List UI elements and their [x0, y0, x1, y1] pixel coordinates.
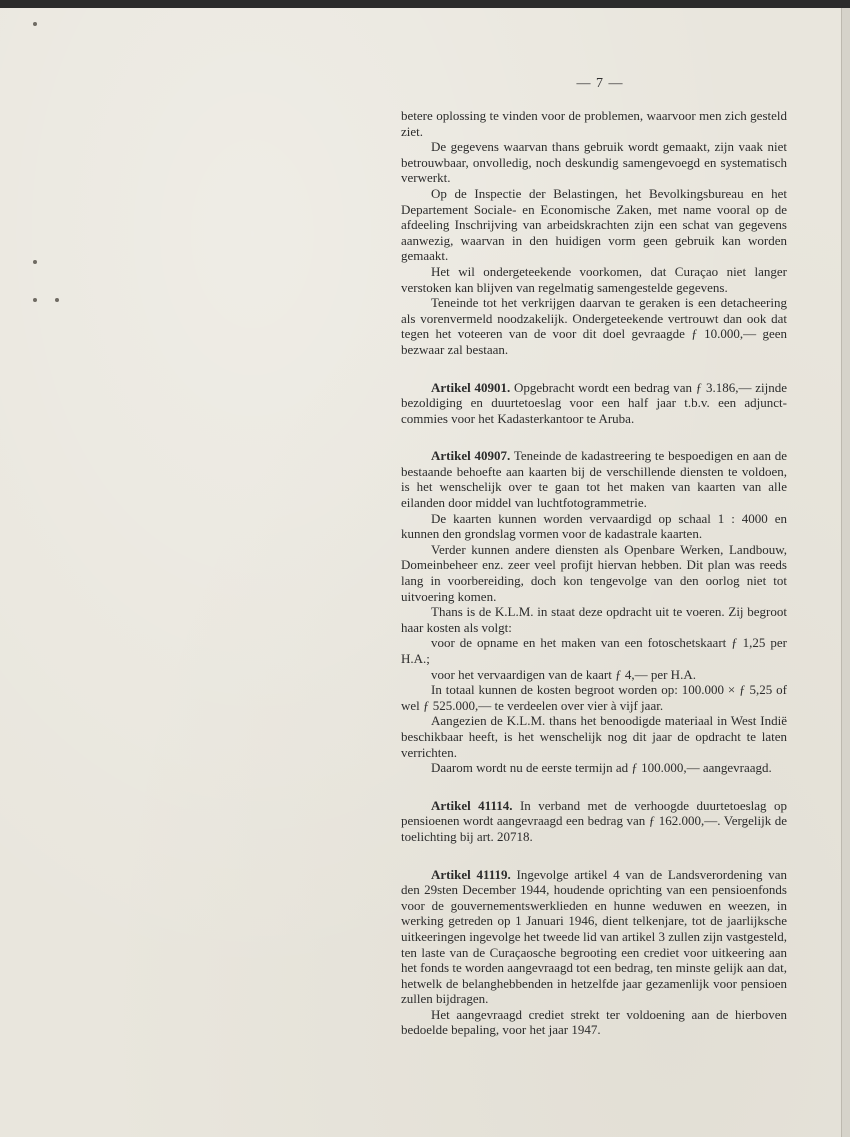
article-paragraph: Daarom wordt nu de eerste termijn ad ƒ 100.000,— aangevraagd. — [431, 760, 772, 776]
intro-paragraph: Op de Inspectie der Belastingen, het Bevolkingsbureau en het Departement Sociale- en Economische Zaken, met name vooral op de afdeeling Inschrijving van arbeidskrachten zijn een schat van gegevens aanwezig, waarvan in den huidigen vorm geen gebruik kan worden gemaakt. — [401, 185, 787, 264]
body-text — [401, 108, 787, 1038]
article-paragraph: In totaal kunnen de kosten begroot worden op: 100.000 × ƒ 5,25 of wel ƒ 525.000,— te verdeelen over vier à vijf jaar. — [401, 682, 787, 713]
article-text: Opgebracht wordt een bedrag van ƒ 3.186,— zijnde bezoldiging en duurtetoeslag voor een half jaar t.b.v. een adjunct-commies voor het Kadasterkantoor te Aruba. — [401, 379, 787, 426]
article-paragraph: Aangezien de K.L.M. thans het benoodigde materiaal in West Indië beschikbaar heeft, is het wenschelijk nog dit jaar de opdracht te laten verrichten. — [401, 713, 787, 760]
page-number: — 7 — — [576, 76, 624, 91]
punch-hole-mark — [33, 260, 37, 264]
article-40901 — [401, 380, 787, 427]
intro-paragraph: betere oplossing te vinden voor de problemen, waarvoor men zich gesteld ziet. — [401, 108, 787, 139]
article-text: Ingevolge artikel 4 van de Landsverordening van den 29sten December 1944, houdende oprichting van een pensioenfonds voor de gouvernementswerklieden en hunne weduwen en weezen, in werking getreden op 1 Januari 1946, dient telkenjare, tot de jaarlijksche uitkeeringen ingevolge het tweede lid van artikel 3 zullen zijn vastgesteld, ten laste van de Curaçaosche begrooting een crediet voor uitkeering aan het fonds te worden aangevraagd tot een bedrag, ten minste gelijk aan dat, hetwelk de belanghebbenden in hetzelfde jaar gezamenlijk voor pensioen zullen bijdragen. — [401, 866, 788, 1007]
article-41119 — [401, 867, 787, 1007]
article-40907 — [401, 448, 787, 510]
article-paragraph: Verder kunnen andere diensten als Openbare Werken, Landbouw, Domeinbeheer enz. zeer veel profijt hiervan hebben. Dit plan was reeds lang in voorbereiding, doch kon tengevolge van den oorlog niet tot uitvoering komen. — [401, 541, 787, 604]
article-paragraph: De kaarten kunnen worden vervaardigd op schaal 1 : 4000 en kunnen den grondslag vormen voor de kadastrale kaarten. — [401, 510, 787, 542]
intro-paragraph: Het wil ondergeteekende voorkomen, dat Curaçao niet langer verstoken kan blijven van regelmatig samengestelde gegevens. — [401, 263, 787, 295]
intro-paragraph: Teneinde tot het verkrijgen daarvan te geraken is een detacheering als vorenvermeld noodzakelijk. Ondergeteekende vertrouwt dan ook dat tegen het voteeren van de voor dit doel gevraagde ƒ 10.000,— geen bezwaar zal bestaan. — [401, 295, 787, 357]
article-text: Teneinde de kadastreering te bespoedigen en aan de bestaande behoefte aan kaarten bij de verschillende diensten te voldoen, is het wenschelijk over te gaan tot het maken van kaarten van alle eilanden door middel van luchtfotogrammetrie. — [401, 448, 787, 511]
article-label: Artikel 40901. — [431, 379, 511, 395]
article-41114 — [401, 798, 787, 845]
article-paragraph: voor de opname en het maken van een fotoschetskaart ƒ 1,25 per H.A.; — [401, 635, 787, 666]
punch-hole-mark — [33, 22, 37, 26]
intro-paragraph: De gegevens waarvan thans gebruik wordt gemaakt, zijn vaak niet betrouwbaar, onvolledig, noch deskundig samengevoegd en systematisch verwerkt. — [401, 139, 787, 186]
punch-hole-mark — [55, 298, 59, 302]
article-label: Artikel 40907. — [431, 448, 511, 464]
scan-right-edge — [841, 8, 850, 1137]
article-paragraph: voor het vervaardigen van de kaart ƒ 4,— per H.A. — [431, 666, 696, 682]
article-paragraph: Thans is de K.L.M. in staat deze opdracht uit te voeren. Zij begroot haar kosten als volgt: — [401, 604, 787, 635]
article-paragraph: Het aangevraagd crediet strekt ter voldoening aan de hierboven bedoelde bepaling, voor het jaar 1947. — [401, 1006, 787, 1038]
scan-top-border — [0, 0, 850, 8]
article-label: Artikel 41114. — [431, 797, 513, 813]
article-text: In verband met de verhoogde duurtetoeslag op pensioenen wordt aangevraagd een bedrag van ƒ 162.000,—. Vergelijk de toelichting bij art. 20718. — [401, 797, 787, 844]
article-label: Artikel 41119. — [431, 866, 511, 882]
punch-hole-mark — [33, 298, 37, 302]
